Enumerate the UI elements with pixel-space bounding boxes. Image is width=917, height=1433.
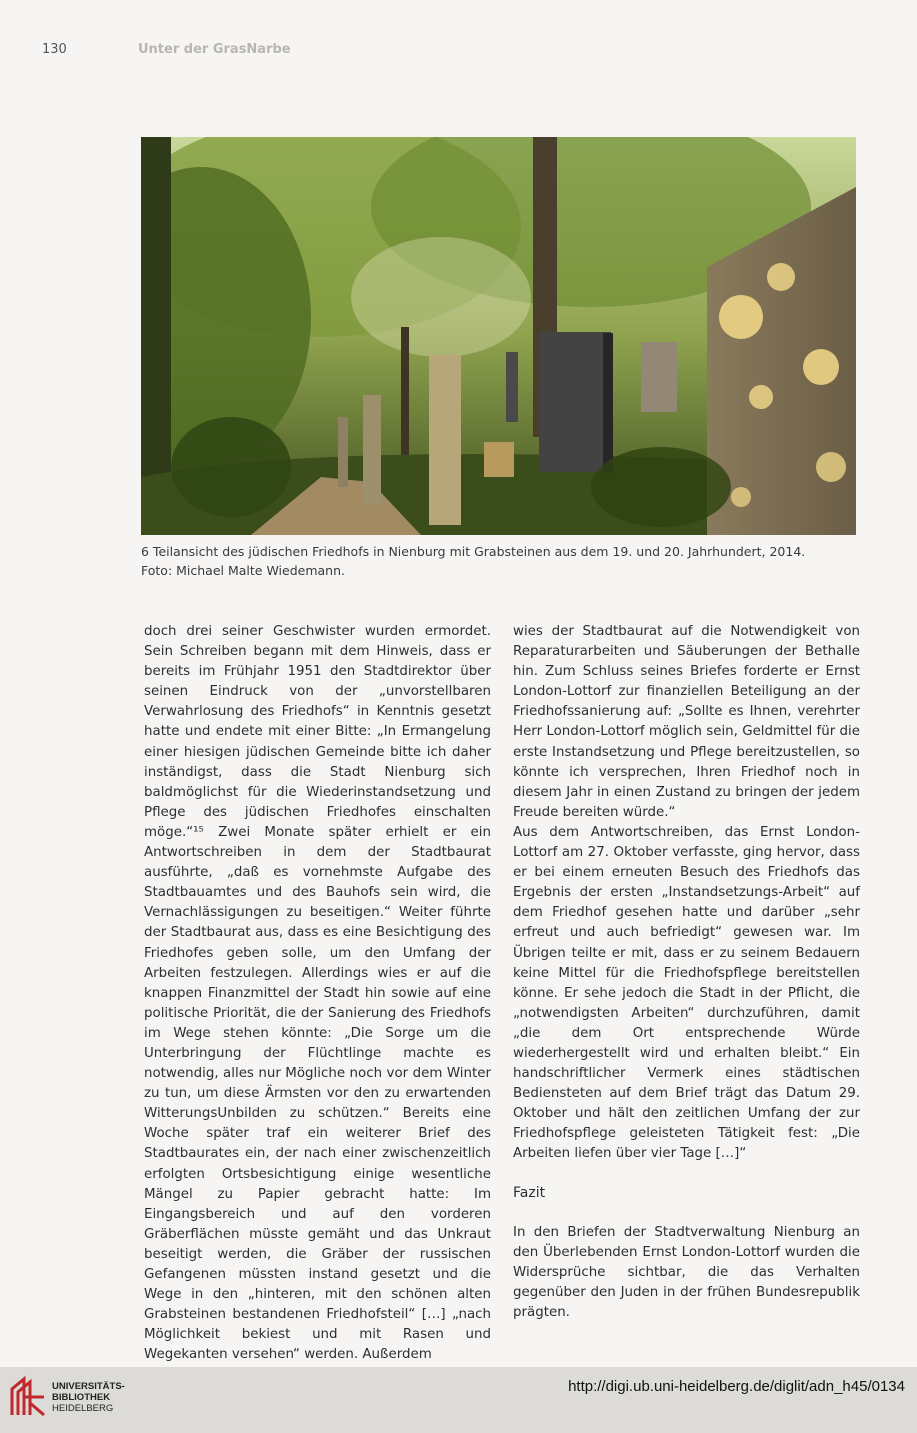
right-paragraph-1: wies der Stadtbaurat auf die Notwendigkeit von Reparaturarbeiten und Säuberungen der Bethalle hin. Zum Schluss seines Briefes forderte er Ernst London-Lottorf zur finanziellen Beteiligung an der Friedhofssanierung auf: „Sollte es Ihnen, verehrter Herr London-Lottorf möglich sein, Geldmittel für die erste Instandsetzung und Pflege bereitzustellen, so könnte ich versprechen, Ihren Friedhof noch in diesem Jahr in einen Zustand zu bringen der jedem Freude bereiten würde.“ bbox=[513, 624, 860, 820]
logo-line-3: HEIDELBERG bbox=[52, 1402, 114, 1414]
section-heading: Fazit bbox=[513, 1184, 546, 1201]
right-paragraph-3: In den Briefen der Stadtverwaltung Nienburg an den Überlebenden Ernst London-Lottorf wurden die Widersprüche sichtbar, die das Verhalten gegenüber den Juden in der frühen Bundesrepublik prägten. bbox=[513, 1224, 860, 1320]
right-paragraph-2: Aus dem Antwortschreiben, das Ernst London-Lottorf am 27. Oktober verfasste, ging hervor, dass er bei einem erneuten Besuch des Friedhofs das Ergebnis der ersten „Instandsetzungs-Arbeit“ auf dem Friedhof gesehen hatte und darüber „sehr erfreut und auch befriedigt“ gewesen war. Im Übrigen teilte er mit, dass er zu seinem Bedauern keine Mittel für die Friedhofspflege bereitstellen könne. Er sehe jedoch die Stadt in der Pflicht, die „notwendigsten Arbeiten“ durchzuführen, damit „die dem Ort entsprechende Würde wiederhergestellt wird und erhalten bleibt.“ Ein handschriftlicher Vermerk eines städtischen Bediensteten auf dem Brief trägt das Datum 29. Oktober und hält den zeitlichen Umfang der zur Friedhofspflege geleisteten Tätigkeit fest: „Die Arbeiten liefen über vier Tage […]“ bbox=[513, 824, 860, 1162]
library-logo-icon bbox=[10, 1375, 48, 1419]
left-paragraph: doch drei seiner Geschwister wurden ermordet. Sein Schreiben begann mit dem Hinweis, dass er bereits im Frühjahr 1951 den Stadtdirektor über seinen Eindruck von der „unvorstellbaren Verwahrlosung des Friedhofs“ in Kenntnis gesetzt hatte und endete mit einer Bitte: „In Ermangelung einer hiesigen jüdischen Gemeinde bitte ich daher inständigst, dass die Stadt Nienburg sich baldmöglichst für die Wiederinstandsetzung und Pflege des jüdischen Friedhofes einschalten möge.“¹⁵ Zwei Monate später erhielt er ein Antwortschreiben in dem der Stadtbaurat ausführte, „daß es vornehmste Aufgabe des Stadtbauamtes und des Bauhofs sein wird, die Vernachlässigungen zu beseitigen.“ Weiter führte der Stadtbaurat aus, dass es eine Besichtigung des Friedhofes geben solle, um den Umfang der Arbeiten festzulegen. Allerdings wies er auf die knappen Finanzmittel der Stadt hin sowie auf eine politische Priorität, die der Sanierung des Friedhofs im Wege stehen könnte: „Die Sorge um die Unterbringung der Flüchtlinge machte es notwendig, alles nur Mögliche noch vor dem Winter zu tun, um diese Ärmsten vor den zu erwartenden WitterungsUnbilden zu schützen.“ Bereits eine Woche später traf ein weiterer Brief des Stadtbaurates ein, der nach einer zwischenzeitlich erfolgten Ortsbesichtigung einige wesentliche Mängel zu Papier gebracht hatte: Im Eingangsbereich und auf den vorderen Gräberflächen müsste gemäht und das Unkraut beseitigt werden, die Gräber der russischen Gefangenen müssten instand gesetzt und die Wege in den „hinteren, mit den schönen alten Grabsteinen bestandenen Friedhofsteil“ […] „nach Möglichkeit bekiest und mit Rasen und Wegekanten versehen“ werden. Außerdem bbox=[144, 624, 491, 1363]
logo-line-2: BIBLIOTHEK bbox=[52, 1391, 111, 1403]
caption-photo-credit: Foto: Michael Malte Wiedemann. bbox=[141, 563, 345, 578]
footer-bar bbox=[0, 1367, 917, 1433]
running-title: Unter der GrasNarbe bbox=[138, 42, 291, 57]
cemetery-photo bbox=[141, 137, 856, 535]
right-column bbox=[513, 622, 860, 1323]
library-logo[interactable] bbox=[10, 1375, 125, 1419]
page-header bbox=[42, 42, 291, 62]
left-column bbox=[144, 622, 491, 1365]
logo-line-1: UNIVERSITÄTS- bbox=[52, 1380, 125, 1392]
caption-line-1: 6 Teilansicht des jüdischen Friedhofs in Nienburg mit Grabsteinen aus dem 19. und 20. Jahrhundert, 2014. bbox=[141, 544, 806, 559]
page-number: 130 bbox=[42, 42, 67, 57]
permalink-url[interactable]: http://digi.ub.uni-heidelberg.de/diglit/adn_h45/0134 bbox=[568, 1378, 905, 1395]
figure-caption bbox=[141, 542, 861, 580]
